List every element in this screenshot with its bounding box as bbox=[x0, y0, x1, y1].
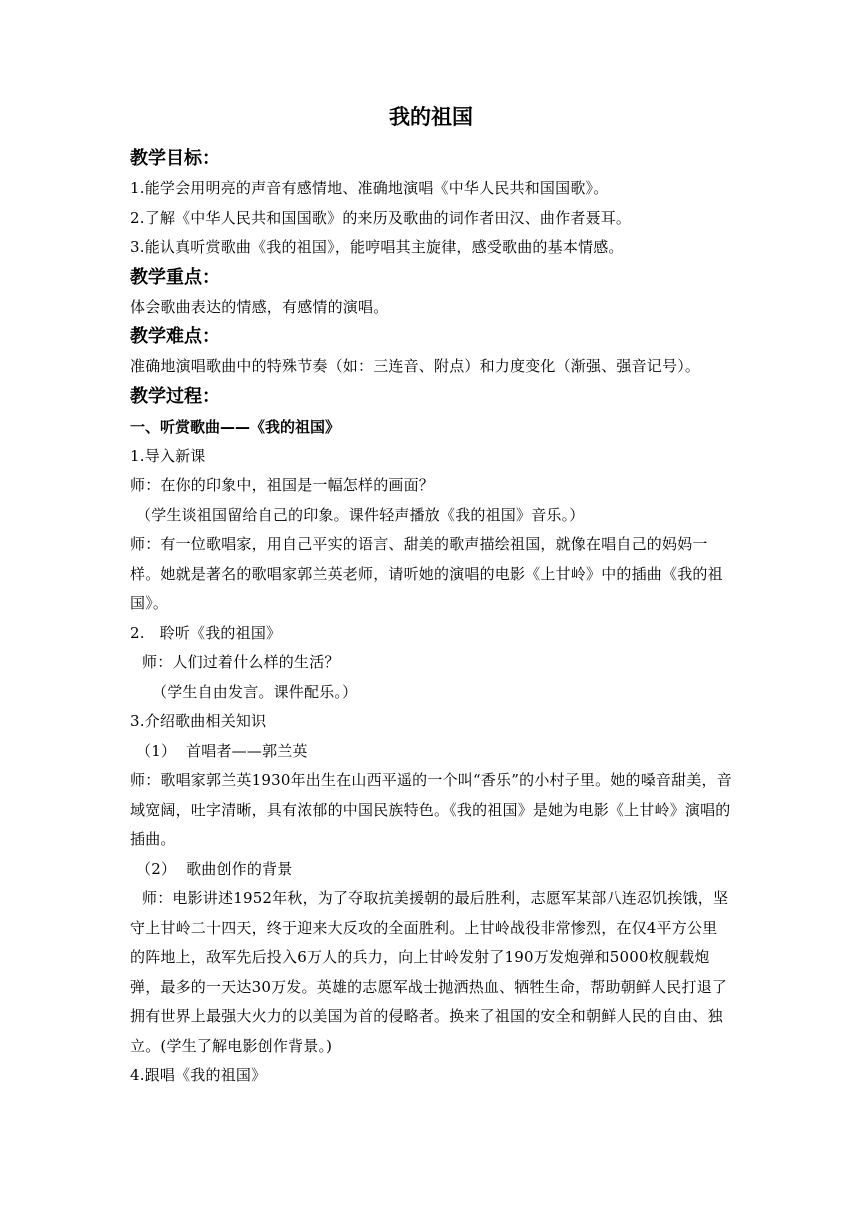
objective-item: 3.能认真听赏歌曲《我的祖国》，能哼唱其主旋律，感受歌曲的基本情感。 bbox=[130, 238, 624, 256]
key-points-text: 体会歌曲表达的情感，有感情的演唱。 bbox=[130, 297, 389, 316]
teacher-line: 师：在你的印象中，祖国是一幅怎样的画面？ bbox=[130, 476, 435, 494]
difficulties-heading: 教学难点： bbox=[130, 326, 220, 347]
key-points-heading: 教学重点： bbox=[130, 266, 220, 288]
section-heading: 一、听赏歌曲——《我的祖国》 bbox=[130, 417, 341, 436]
objective-item: 2.了解《中华人民共和国国歌》的来历及歌曲的词作者田汉、曲作者聂耳。 bbox=[130, 208, 632, 227]
difficulties-text: 准确地演唱歌曲中的特殊节奏（如：三连音、附点）和力度变化（渐强、强音记号）。 bbox=[130, 357, 701, 375]
sub-step-title: （1） 首唱者——郭兰英 bbox=[136, 741, 308, 760]
process-heading: 教学过程： bbox=[130, 385, 220, 407]
student-note: （学生谈祖国留给自己的印象。课件轻声播放《我的祖国》音乐。） bbox=[136, 505, 585, 524]
step-title: 1.导入新课 bbox=[130, 446, 206, 465]
teacher-line: 师：人们过着什么样的生活？ bbox=[142, 653, 340, 671]
objective-item: 1.能学会用明亮的声音有感情地、准确地演唱《中华人民共和国国歌》。 bbox=[130, 179, 609, 197]
teacher-line: 师：有一位歌唱家，用自己平实的语言、甜美的歌声描绘祖国，就像在唱自己的妈妈一样。她就是著名的歌唱家郭兰英老师，请听她的演唱的电影《上甘岭》中的插曲《我的祖国》。 bbox=[130, 535, 723, 612]
student-note: （学生自由发言。课件配乐。） bbox=[152, 682, 358, 701]
step-title: 4.跟唱《我的祖国》 bbox=[130, 1066, 267, 1084]
sub-step-title: （2） 歌曲创作的背景 bbox=[136, 859, 293, 878]
step-title: 3.介绍歌曲相关知识 bbox=[130, 712, 267, 730]
objectives-heading: 教学目标： bbox=[130, 148, 220, 169]
step-title: 2. 聆听《我的祖国》 bbox=[130, 623, 282, 642]
teacher-line: 师：电影讲述1952年秋，为了夺取抗美援朝的最后胜利，志愿军某部八连忍饥挨饿，坚守上甘岭二十四天，终于迎来大反攻的全面胜利。上甘岭战役非常惨烈，在仅4平方公里的阵地上，敌军先后投入6万人的兵力，向上甘岭发射了190万发炮弹和5000枚舰载炮弹，最多的一天达30万发。英雄的志愿军战士抛洒热血、牺牲生命，帮助朝鲜人民打退了拥有世界上最强大火力的以美国为首的侵略者。换来了祖国的安全和朝鲜人民的自由、独立。(学生了解电影创作背景。) bbox=[130, 889, 729, 1055]
document-title: 我的祖国 bbox=[389, 105, 473, 129]
teacher-line: 师：歌唱家郭兰英1930年出生在山西平遥的一个叫“香乐”的小村子里。她的嗓音甜美，音域宽阔，吐字清晰，具有浓郁的中国民族特色。《我的祖国》是她为电影《上甘岭》演唱的插曲。 bbox=[130, 771, 732, 848]
